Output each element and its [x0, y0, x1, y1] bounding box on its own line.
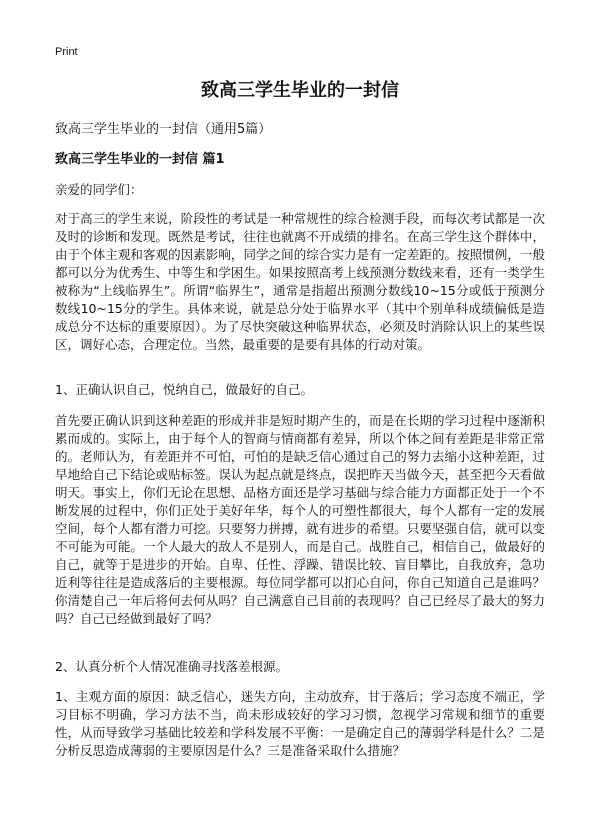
greeting-paragraph: 亲爱的同学们： [55, 182, 143, 197]
document-title: 致高三学生毕业的一封信 [201, 80, 399, 101]
point-heading-1: 1、正确认识自己，悦纳自己，做最好的自己。 [55, 382, 313, 397]
point-body-2: 1、主观方面的原因：缺乏信心，迷失方向，主动放弃，甘于落后；学习态度不端正，学习目标不明确，学习方法不当，尚未形成较好的学习习惯，忽视学习常规和细节的重要性，从而导致学习基础比较差和学科发展不平衡：一是确定自己的薄弱学科是什么？二是分析反思造成薄弱的主要原因是什么？三是准备采取什么措施？ [55, 689, 545, 758]
print-label[interactable]: Print [55, 46, 78, 58]
point-body-1: 首先要正确认识到这种差距的形成并非是短时期产生的，而是在长期的学习过程中逐渐积累而成的。实际上，由于每个人的智商与情商都有差异，所以个体之间有差距是非常正常的。老师认为，有差距并不可怕，可怕的是缺乏信心通过自己的努力去缩小这种差距，过早地给自己下结论或贴标签。误认为起点就是终点，误把昨天当做今天，甚至把今天看做明天。事实上，你们无论在思想、品格方面还是学习基础与综合能力方面都正处于一个不断发展的过程中，你们正处于美好年华，每个人的可塑性都很大，每个人都有一定的发展空间，每个人都有潜力可挖。只要努力拼搏，就有进步的希望。只要坚强自信，就可以变不可能为可能。一个人最大的敌人不是别人，而是自己。战胜自己，相信自己，做最好的自己，就等于是进步的开始。自卑、任性、浮躁、错误比较、盲目攀比，自我放弃，急功近利等往往是造成落后的主要根源。每位同学都可以扪心自问，你自己知道自己是谁吗？你清楚自己一年后将何去何从吗？自己满意自己目前的表现吗？自己已经尽了最大的努力吗？自己已经做到最好了吗？ [55, 413, 545, 626]
point-heading-2: 2、认真分析个人情况准确寻找落差根源。 [55, 659, 288, 674]
document-subtitle: 致高三学生毕业的一封信（通用5篇） [55, 122, 272, 137]
intro-paragraph: 对于高三的学生来说，阶段性的考试是一种常规性的综合检测手段，而每次考试都是一次及时的诊断和发现。既然是考试，往往也就离不开成绩的排名。在高三学生这个群体中，由于个体主观和客观的因素影响，同学之间的综合实力是有一定差距的。按照惯例，一般都可以分为优秀生、中等生和学困生。如果按照高考上线预测分数线来看，还有一类学生被称为“上线临界生”。所谓“临界生”，通常是指超出预测分数线10~15分或低于预测分数线10~15分的学生。具体来说，就是总分处于临界水平（其中个别单科成绩偏低是造成总分不达标的重要原因）。为了尽快突破这种临界状态，必须及时消除认识上的某些误区，调好心态，合理定位。当然，最重要的是要有具体的行动对策。 [55, 211, 545, 352]
section-heading: 致高三学生毕业的一封信 篇1 [55, 152, 225, 167]
